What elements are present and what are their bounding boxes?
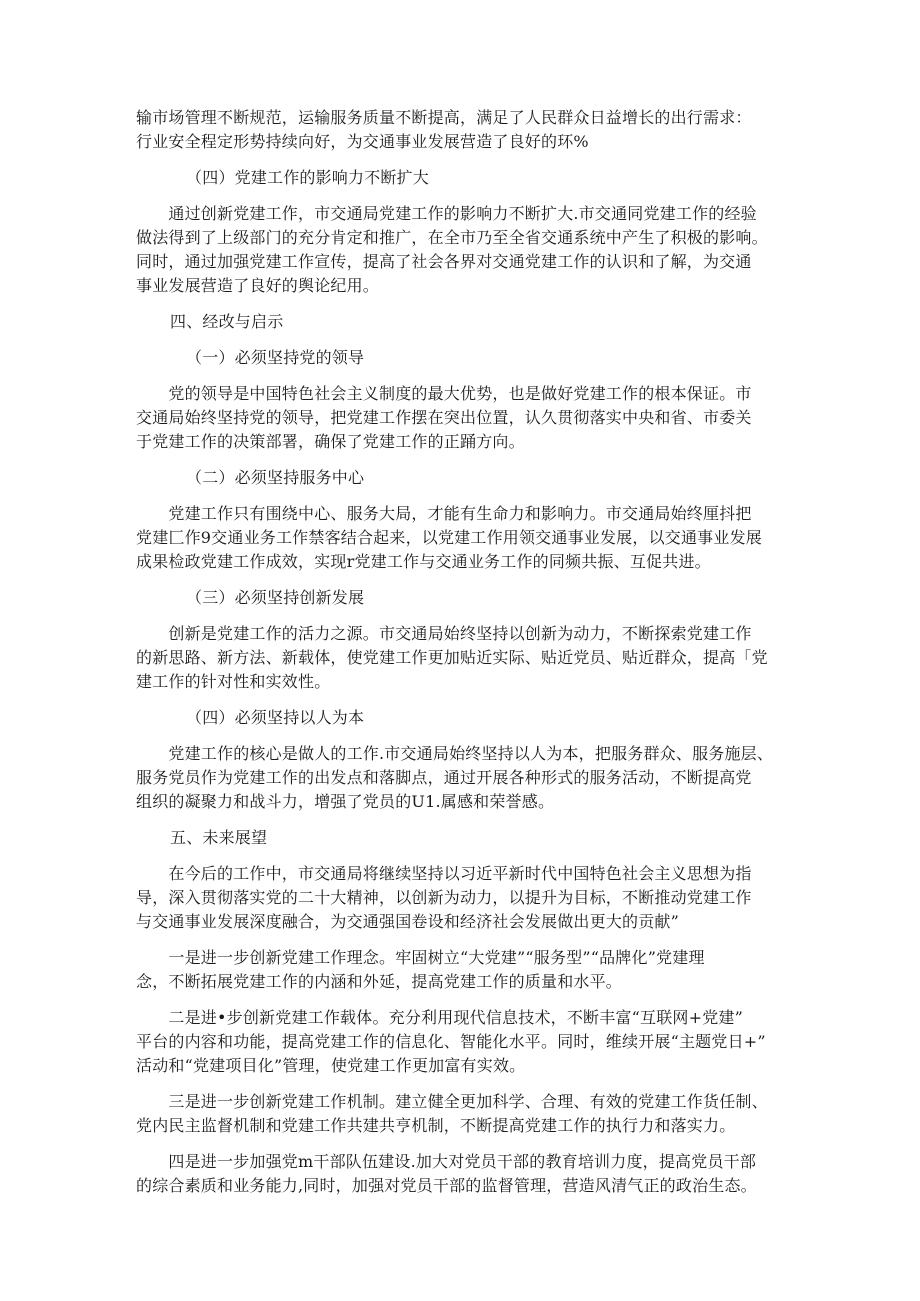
- paragraph-line: 建工作的针对性和实效性。: [136, 672, 331, 691]
- subsection-heading: （二）必须坚持服务中心: [186, 468, 365, 487]
- paragraph-line: 通过创新党建工作，市交通局党建工作的影响力不断扩大.市交通同党建工作的经验: [136, 204, 757, 223]
- paragraph: [136, 862, 790, 934]
- paragraph-line: 党建工作的核心是做人的工作.市交通局始终坚持以人为本，把服务群众、服务施层、: [136, 744, 774, 763]
- paragraph-line: 活动和“党建项目化”管理，使党建工作更加富有实效。: [136, 1056, 526, 1075]
- paragraph-line: 交通局始终坚持党的领导，把党建工作摆在突出位置，认久贯彻落实中央和省、市委关: [136, 408, 752, 427]
- paragraph-line: 二是进•步创新党建工作载体。充分利用现代信息技术，不断丰富“互联网+党建”: [136, 1008, 744, 1027]
- paragraph-line: 创新是党建工作的活力之源。市交通局始终坚持以创新为动力，不断探索党建工作: [136, 624, 752, 643]
- section-heading: 五、未来展望: [170, 828, 268, 847]
- paragraph: [136, 502, 790, 574]
- paragraph: [136, 1090, 790, 1138]
- paragraph: [136, 1006, 790, 1078]
- paragraph-line: 事业发展营造了良好的舆论纪用。: [136, 276, 380, 295]
- subsection-heading: （一）必须坚持党的领导: [186, 348, 365, 367]
- paragraph: [136, 106, 790, 154]
- subsection-heading: （三）必须坚持创新发展: [186, 588, 365, 607]
- paragraph-line: 四是进一步加强党m干部队伍建设.加大对党员干部的教育培训力度，提高党员干部: [136, 1152, 757, 1171]
- paragraph-line: 行业安全程定形势持续向好，为交通事业发展营造了良好的环%: [136, 132, 589, 151]
- paragraph-line: 服务党员作为党建工作的出发点和落脚点，通过开展各种形式的服务活动，不断提高党: [136, 768, 752, 787]
- subsection-heading: （四）必须坚持以人为本: [186, 708, 365, 727]
- document-page: [136, 106, 790, 1210]
- paragraph: [136, 946, 790, 994]
- paragraph-line: 在今后的工作中，市交通局将继续坚持以习近平新时代中国特色社会主义思想为指: [136, 864, 752, 883]
- paragraph: [136, 382, 790, 454]
- paragraph: [136, 202, 790, 298]
- paragraph-line: 念，不断拓展党建工作的内涵和外延，提高党建工作的质量和水平。: [136, 972, 623, 991]
- paragraph: [136, 1150, 790, 1198]
- paragraph-line: 党内民主监督机制和党建工作共建共亨机制，不断提高党建工作的执行力和落实力。: [136, 1116, 736, 1135]
- section-heading: 四、经改与启示: [170, 312, 284, 331]
- paragraph-line: 同时，通过加强党建工作宣传，提高了社会各界对交通党建工作的认识和了解，为交通: [136, 252, 752, 271]
- paragraph-line: 的综合素质和业务能力,同时，加强对党员干部的监督管理，营造风清气正的政治生态。: [136, 1176, 757, 1195]
- paragraph-line: 一是进一步创新党建工作理念。牢固树立“大党建”“服务型”“品牌化”党建理: [136, 948, 705, 967]
- paragraph-line: 党建匚作9交通业务工作禁客结合起来，以党建工作用领交通事业发展，以交通事业发展: [136, 528, 762, 547]
- paragraph: [136, 742, 790, 814]
- paragraph-line: 党建工作只有围绕中心、服务大局，才能有生命力和影响力。市交通局始终厘抖把: [136, 504, 752, 523]
- subsection-heading: （四）党建工作的影响力不断扩大: [186, 168, 430, 187]
- paragraph-line: 输市场管理不断规范，运输服务质量不断提高，满足了人民群众日益增长的出行需求：: [136, 108, 752, 127]
- paragraph-line: 于党建工作的决策部署，确保了党建工作的正踊方向。: [136, 432, 525, 451]
- paragraph-line: 成果检政党建工作成效，实现r党建工作与交通业务工作的同频共振、互促共进。: [136, 552, 711, 571]
- paragraph: [136, 622, 790, 694]
- paragraph-line: 党的领导是中国特色社会主义制度的最大优势，也是做好党建工作的根本保证。市: [136, 384, 752, 403]
- paragraph-line: 组织的凝聚力和战斗力，增强了党员的U1.属感和荣誉感。: [136, 792, 555, 811]
- paragraph-line: 与交通事业发展深度融合，为交通强国卷设和经济社会发展做出更大的贡献”: [136, 912, 679, 931]
- paragraph-line: 导，深入贯彻落实党的二十大精神，以创新为动力，以提升为目标，不断推动党建工作: [136, 888, 752, 907]
- paragraph-line: 平台的内容和功能，提高党建工作的信息化、智能化水平。同时，维续开展“主题党日+”: [136, 1032, 766, 1051]
- paragraph-line: 的新思路、新方法、新载体，使党建工作更加贴近实际、贴近党员、贴近群众，提高「党: [136, 648, 768, 667]
- paragraph-line: 做法得到了上级部门的充分肯定和推广，在全市乃至全省交通系统中产生了积极的影响。: [136, 228, 768, 247]
- paragraph-line: 三是进一步创新党建工作机制。建立健全更加科学、合理、有效的党建工作货任制、: [136, 1092, 768, 1111]
